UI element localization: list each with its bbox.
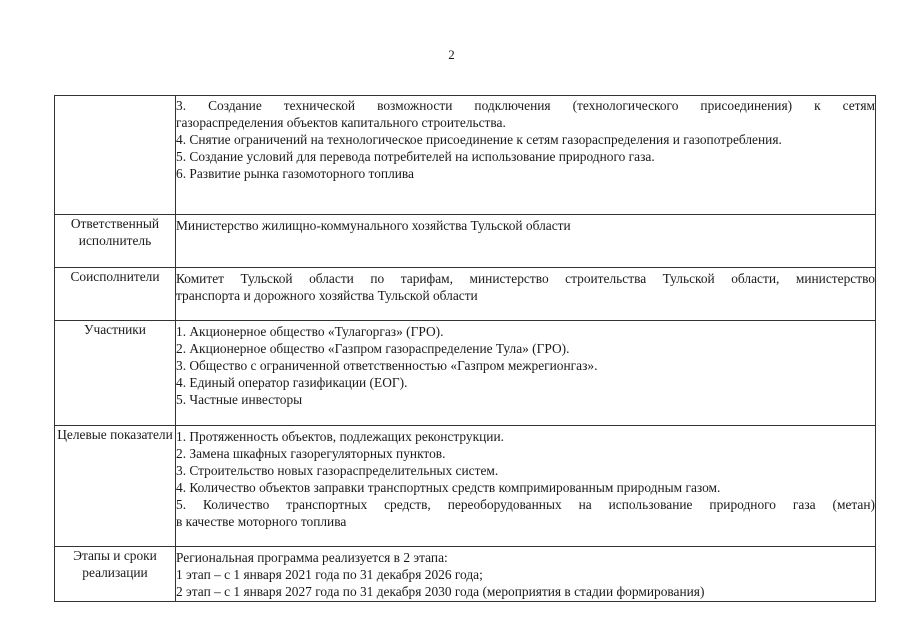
row-label: Ответственный исполнитель xyxy=(55,215,176,268)
page-number: 2 xyxy=(448,47,455,62)
content-line: 1. Акционерное общество «Тулагоргаз» (ГРО). xyxy=(176,324,444,339)
content-line: 2 этап – с 1 января 2027 года по 31 декабря 2030 года (мероприятия в стадии формирования) xyxy=(176,584,705,599)
content-line: 4. Единый оператор газификации (ЕОГ). xyxy=(176,375,408,390)
table-row xyxy=(55,96,876,215)
content-line: 3. Строительство новых газораспределительных систем. xyxy=(176,463,499,478)
row-content xyxy=(176,268,876,321)
row-label: Этапы и сроки реализации xyxy=(55,547,176,602)
content-line: газораспределения объектов капитального строительства. xyxy=(176,115,506,130)
content-line: 2. Акционерное общество «Газпром газораспределение Тула» (ГРО). xyxy=(176,341,570,356)
content-line: 2. Замена шкафных газорегуляторных пунктов. xyxy=(176,446,446,461)
row-label xyxy=(55,96,176,215)
row-label: Участники xyxy=(55,321,176,426)
content-line: в качестве моторного топлива xyxy=(176,514,347,529)
content-line: 5. Частные инвесторы xyxy=(176,392,303,407)
content-line: 3. Общество с ограниченной ответственностью «Газпром межрегионгаз». xyxy=(176,358,598,373)
content-line: 5. Количество транспортных средств, переоборудованных на использование природного газа (метан) xyxy=(176,497,875,512)
content-line: 4. Снятие ограничений на технологическое присоединение к сетям газораспределения и газопотребления. xyxy=(176,132,782,147)
content-line: 3. Создание технической возможности подключения (технологического присоединения) к сетям xyxy=(176,98,875,113)
row-label: Соисполнители xyxy=(55,268,176,321)
content-line: 4. Количество объектов заправки транспортных средств компримированным природным газом. xyxy=(176,480,721,495)
content-line: 5. Создание условий для перевода потребителей на использование природного газа. xyxy=(176,149,655,164)
row-content xyxy=(176,426,876,547)
content-line: 6. Развитие рынка газомоторного топлива xyxy=(176,166,415,181)
table-row xyxy=(55,215,876,268)
table-row xyxy=(55,547,876,602)
content-line: 1 этап – с 1 января 2021 года по 31 декабря 2026 года; xyxy=(176,567,483,582)
content-line: Региональная программа реализуется в 2 этапа: xyxy=(176,550,448,565)
row-content xyxy=(176,547,876,602)
table-row xyxy=(55,268,876,321)
row-label: Целевые показатели xyxy=(55,426,176,547)
passport-table xyxy=(54,95,876,602)
row-content xyxy=(176,215,876,268)
content-line: Комитет Тульской области по тарифам, министерство строительства Тульской области, министерство xyxy=(176,271,875,286)
content-line: 1. Протяженность объектов, подлежащих реконструкции. xyxy=(176,429,504,444)
table-row xyxy=(55,426,876,547)
content-line: Министерство жилищно-коммунального хозяйства Тульской области xyxy=(176,218,571,233)
table-row xyxy=(55,321,876,426)
content-line: транспорта и дорожного хозяйства Тульской области xyxy=(176,288,478,303)
row-content xyxy=(176,321,876,426)
row-content xyxy=(176,96,876,215)
